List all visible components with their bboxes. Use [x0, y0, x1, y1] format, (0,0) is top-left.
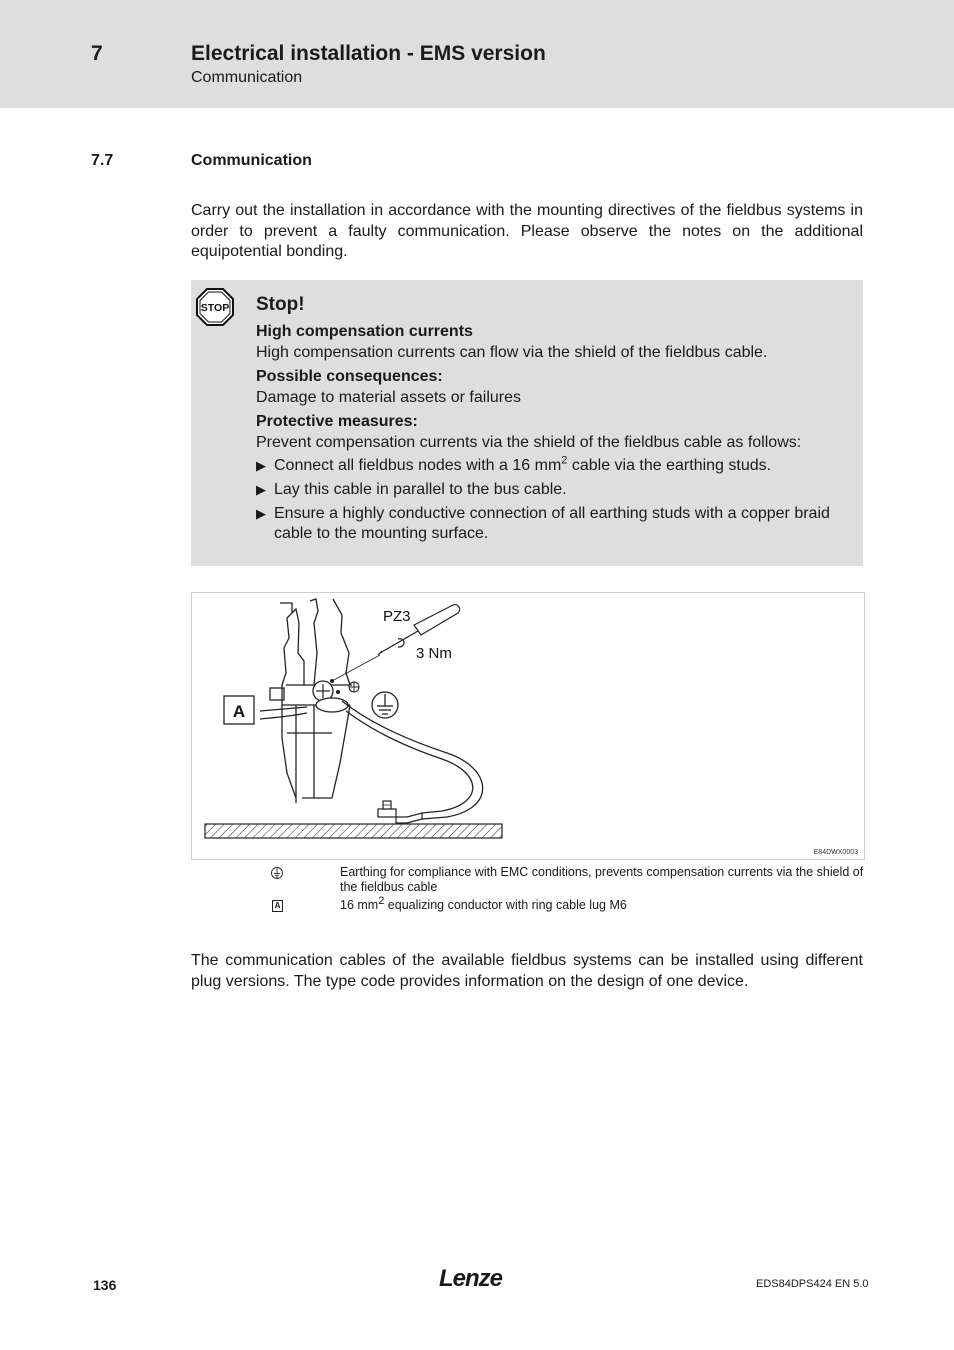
stop-content: [256, 294, 856, 548]
label-a: A: [232, 702, 246, 721]
legend-a-text-after: equalizing conductor with ring cable lug M6: [384, 898, 627, 912]
hazard-heading: High compensation currents: [256, 323, 473, 340]
legend-a-superscript: 2: [378, 894, 385, 907]
bullet-2-text: Lay this cable in parallel to the bus cable.: [274, 481, 567, 498]
measures-text: Prevent compensation currents via the shield of the fieldbus cable as follows:: [256, 434, 802, 451]
stop-note: [191, 280, 863, 566]
page-number: 136: [93, 1277, 117, 1293]
bullet-1-text-after: cable via the earthing studs.: [567, 457, 772, 474]
stop-title: Stop!: [256, 294, 305, 315]
legend-a-text: [340, 894, 870, 913]
label-tool: PZ3: [383, 608, 411, 625]
earth-legend-icon: [270, 865, 284, 879]
bullet-arrow-icon: ▶: [256, 506, 266, 521]
intro-paragraph: Carry out the installation in accordance with the mounting directives of the fieldbus systems in order to prevent a faulty communication. Please observe the notes on the additional equipotential bonding.: [191, 202, 863, 260]
figure-id: E84DWX0003: [813, 849, 858, 856]
bullet-arrow-icon: ▶: [256, 482, 266, 497]
document-id: EDS84DPS424 EN 5.0: [756, 1278, 869, 1290]
legend-a-symbol: A: [272, 900, 283, 912]
closing-paragraph: The communication cables of the available fieldbus systems can be installed using different plug versions. The type code provides information on the design of one device.: [191, 952, 863, 990]
section-number: 7.7: [91, 152, 114, 169]
label-torque: 3 Nm: [416, 645, 452, 662]
stop-sign-text: STOP: [200, 302, 230, 314]
bullet-3-text: Ensure a highly conductive connection of all earthing studs with a copper braid cable to the mounting surface.: [274, 505, 830, 542]
legend-a-text-before: 16 mm: [340, 898, 379, 912]
bullet-1-text-before: Connect all fieldbus nodes with a 16 mm: [274, 457, 562, 474]
measures-list: [256, 456, 856, 544]
measures-heading: Protective measures:: [256, 413, 418, 430]
earth-symbol-icon: [372, 692, 398, 718]
stop-sign-icon: [196, 288, 234, 326]
chapter-subtitle: Communication: [191, 69, 303, 86]
bullet-arrow-icon: ▶: [256, 458, 266, 473]
hazard-text: High compensation currents can flow via the shield of the fieldbus cable.: [256, 344, 768, 361]
list-item: [256, 480, 856, 500]
list-item: [256, 504, 856, 544]
chapter-number: 7: [91, 42, 103, 65]
earth-legend-text: Earthing for compliance with EMC conditions, prevents compensation currents via the shield of the fieldbus cable: [340, 865, 864, 894]
bus-cable: [260, 707, 307, 711]
list-item: [256, 456, 856, 476]
ring-cable-lug: [316, 698, 348, 712]
chapter-title: Electrical installation - EMS version: [191, 42, 546, 65]
mounting-surface: [205, 824, 502, 838]
consequences-text: Damage to material assets or failures: [256, 389, 521, 406]
consequences-heading: Possible consequences:: [256, 368, 443, 385]
earthing-diagram: [192, 593, 864, 859]
lenze-logo: Lenze: [439, 1265, 503, 1292]
section-title: Communication: [191, 152, 312, 169]
ground-bolt: [378, 809, 396, 817]
installation-figure: [191, 592, 865, 860]
bullet-1-superscript: 2: [561, 454, 568, 467]
equalizing-conductor: [342, 701, 483, 819]
